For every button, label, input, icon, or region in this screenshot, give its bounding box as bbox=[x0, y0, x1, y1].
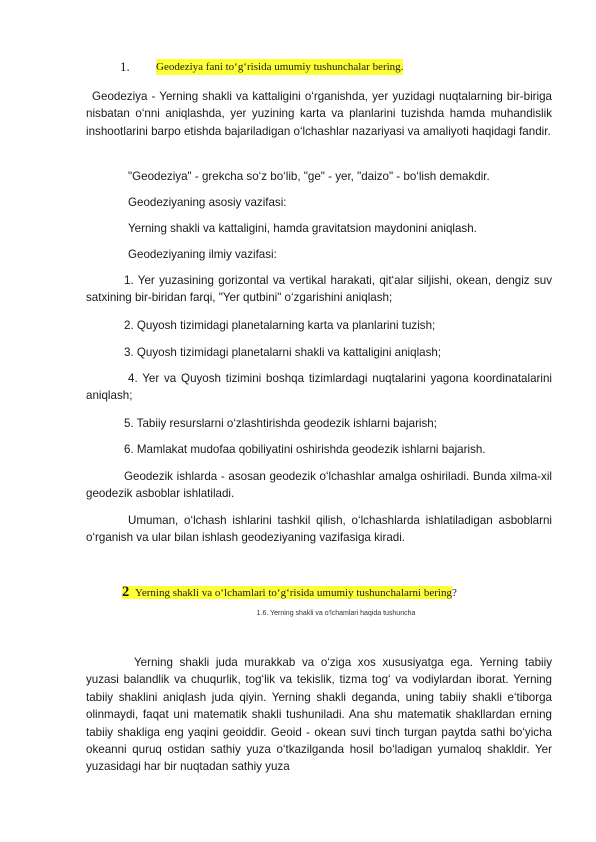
section-2-heading bbox=[122, 583, 457, 602]
figure-caption: 1.6. Yerning shakli va o‘lchamlari haqida tushuncha bbox=[256, 610, 416, 617]
section-2-heading-text: Yerning shakli va o‘lchamlari to‘g‘risida umumiy tushunchalarni bering bbox=[135, 587, 452, 599]
scientific-task-item-4: 4. Yer va Quyosh tizimini boshqa tizimlardagi nuqtalarini yagona koordinatalarini aniqlash; bbox=[86, 372, 552, 403]
scientific-task-item-3: 3. Quyosh tizimidagi planetalarni shakli va kattaligini aniqlash; bbox=[124, 346, 442, 359]
scientific-task-item-2: 2. Quyosh tizimidagi planetalarning karta va planlarini tuzish; bbox=[124, 319, 436, 332]
section-1-heading: Geodeziya fani to‘g‘risida umumiy tushunchalar bering. bbox=[156, 61, 404, 73]
main-task-title: Geodeziyaning asosiy vazifasi: bbox=[128, 196, 287, 209]
scientific-task-item-5: 5. Tabiiy resurslarni o‘zlashtirishda geodezik ishlarni bajarish; bbox=[124, 417, 437, 430]
section-2-number: 2 bbox=[122, 584, 130, 600]
scientific-task-item-6: 6. Mamlakat mudofaa qobiliyatini oshirishda geodezik ishlarni bajarish. bbox=[124, 443, 486, 456]
organization-paragraph: Umuman, o‘lchash ishlarini tashkil qilish, o‘lchashlarda ishlatiladigan asboblarni o‘rganish va ular bilan ishlash geodeziyaning vazifasiga kiradi. bbox=[86, 514, 552, 545]
main-task-paragraph: Yerning shakli va kattaligini, hamda gravitatsion maydonini aniqlash. bbox=[128, 222, 477, 235]
earth-shape-paragraph: Yerning shakli juda murakkab va o‘ziga xos xususiyatga ega. Yerning tabiiy yuzasi balandlik va chuqurlik, tog‘lik va tekislik, tizma tog‘ va vodiylardan iborat. Yerning tabiiy shaklini aniqlash juda qiyin. Yerning shakli deganda, uning tabiiy shakli e‘tiborga olinmaydi, faqat uni matematik shakli tushuniladi. Ana shu matematik shakllardan erning tabiiy shakliga eng yaqini geoiddir. Geoid - okean suvi tinch turgan paytda sathi bo‘yicha okeanni quruq ostidan sathiy yuza o‘tkazilganda hosil bo‘ladigan yumaloq shakldir. Yer yuzasidagi har bir nuqtadan sathiy yuza bbox=[86, 656, 552, 774]
section-2-heading-highlight bbox=[122, 586, 452, 599]
section-1-number: 1. bbox=[120, 59, 130, 74]
definition-paragraph: Geodeziya - Yerning shakli va kattaligini o‘rganishda, yer yuzidagi nuqtalarning bir-biriga nisbatan o‘nni aniqlashda, yer yuzining karta va planlarini tuzishda hamda muhandislik inshootlarini barpo etishda bajariladigan o‘lchashlar nazariyasi va amaliyoti haqidagi fandir. bbox=[86, 90, 552, 138]
scientific-task-title: Geodeziyaning ilmiy vazifasi: bbox=[128, 248, 277, 261]
section-2-question-mark: ? bbox=[451, 587, 457, 599]
etymology-paragraph: "Geodeziya" - grekcha so‘z bo‘lib, "ge" - yer, "daizo" - bo‘lish demakdir. bbox=[128, 170, 490, 183]
instruments-paragraph: Geodezik ishlarda - asosan geodezik o‘lchashlar amalga oshiriladi. Bunda xilma-xil geodezik asboblar ishlatiladi. bbox=[86, 470, 552, 501]
scientific-task-item-1: 1. Yer yuzasining gorizontal va vertikal harakati, qit‘alar siljishi, okean, dengiz suv satxining bir-biridan farqi, "Yer qutbini" o‘zgarishini aniqlash; bbox=[86, 274, 552, 305]
